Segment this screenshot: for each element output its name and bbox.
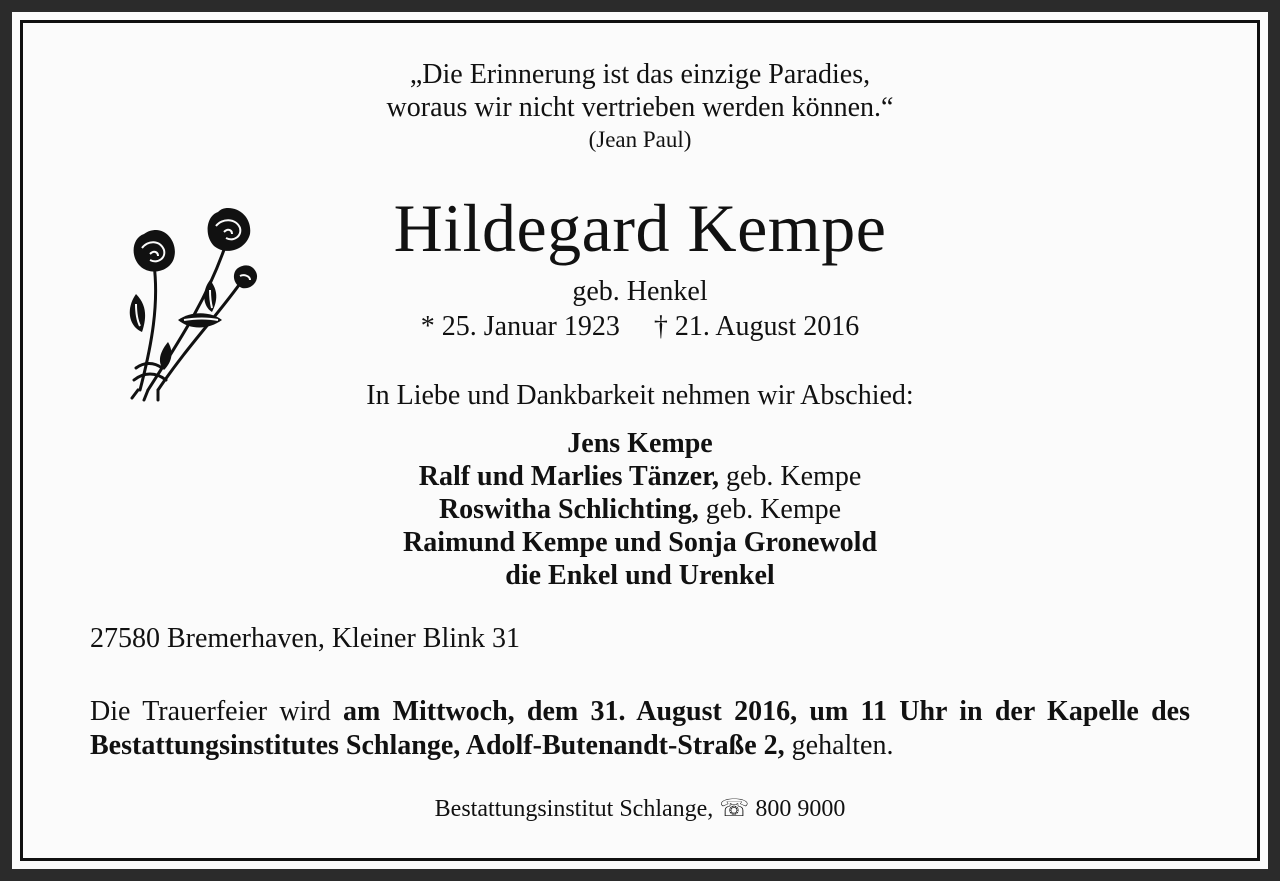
mourner-row: Jens Kempe [567, 428, 713, 459]
deceased-name: Hildegard Kempe [393, 190, 887, 266]
mourner-row: Ralf und Marlies Tänzer, geb. Kempe [418, 461, 862, 492]
quote-author: (Jean Paul) [588, 127, 692, 152]
family-address: 27580 Bremerhaven, Kleiner Blink 31 [90, 623, 521, 654]
obituary-notice [12, 12, 1268, 869]
quote-line-2: woraus wir nicht vertrieben werden können.“ [386, 92, 894, 123]
death-date: † 21. August 2016 [653, 311, 860, 342]
ceremony-end: gehalten. [784, 730, 894, 761]
mourner-row: Roswitha Schlichting, geb. Kempe [438, 494, 842, 525]
ceremony-info [90, 695, 1190, 763]
quote [12, 58, 1268, 124]
funeral-home-contact: Bestattungsinstitut Schlange, ☏ 800 9000 [434, 796, 846, 822]
ceremony-intro: Die Trauerfeier wird [90, 696, 343, 727]
farewell-text: In Liebe und Dankbarkeit nehmen wir Abschied: [366, 380, 914, 411]
maiden-name: geb. Henkel [572, 276, 708, 307]
mourner-row: die Enkel und Urenkel [505, 560, 775, 591]
mourners-list [12, 427, 1268, 592]
mourner-row: Raimund Kempe und Sonja Gronewold [402, 527, 878, 558]
ceremony-details: am Mittwoch, dem 31. August 2016, um 11 Uhr in der Kapelle des Bestattungsinstitutes Schlange, Adolf-Butenandt-Straße 2, [90, 696, 1190, 761]
birth-date: * 25. Januar 1923 [420, 311, 620, 342]
life-dates [12, 310, 1268, 344]
quote-line-1: „Die Erinnerung ist das einzige Paradies, [409, 59, 871, 90]
